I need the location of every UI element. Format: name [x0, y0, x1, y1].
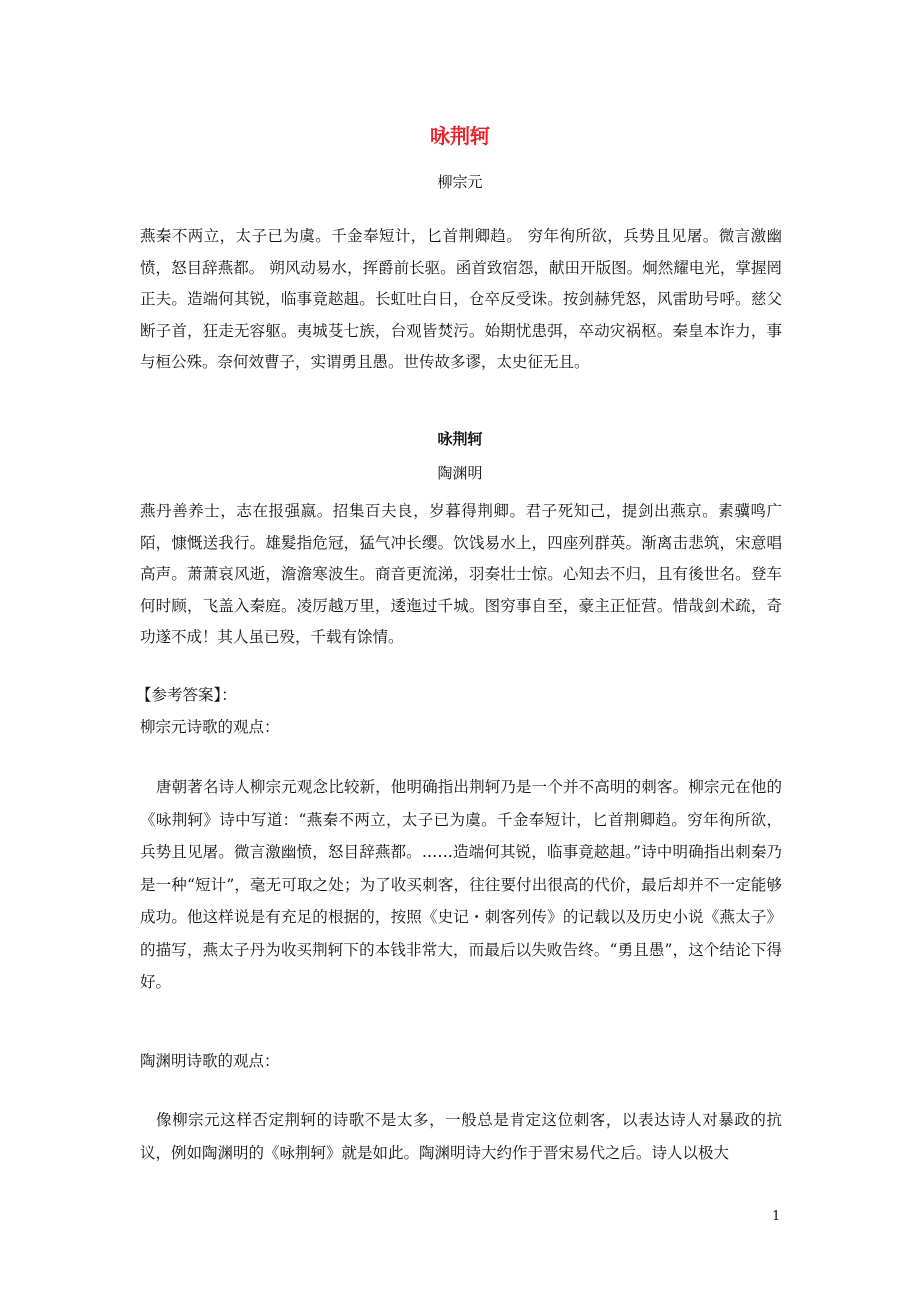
liu-viewpoint-heading: 柳宗元诗歌的观点： [140, 718, 280, 736]
poem2-author: 陶渊明 [437, 464, 483, 482]
poem2-title: 咏荆轲 [437, 430, 483, 448]
poem1-text: 燕秦不两立，太子已为虞。千金奉短计，匕首荆卿趋。 穷年徇所欲，兵势且见屠。微言激幽愤，怒目辞燕都。 朔风动易水，挥爵前长驱。函首致宿怨，献田开版图。炯然耀电光，掌握罔正夫。造端何其锐，临事竟趑趄。长虹吐白日，仓卒反受诛。按剑赫凭怒，风雷助号呼。慈父断子首，狂走无容躯。夷城芟七族，台观皆焚污。始期忧患弭，卒动灾祸枢。秦皇本诈力，事与桓公殊。奈何效曹子，实谓勇且愚。世传故多谬，太史征无且。 [140, 227, 782, 372]
liu-viewpoint-paragraph: 唐朝著名诗人柳宗元观念比较新，他明确指出荆轲乃是一个并不高明的刺客。柳宗元在他的《咏荆轲》诗中写道：“燕秦不两立，太子已为虞。千金奉短计，匕首荆卿趋。穷年徇所欲，兵势且见屠。微言激幽愤，怒目辞燕都。……造端何其锐，临事竟趑趄。”诗中明确指出刺秦乃是一种“短计”，毫无可取之处；为了收买刺客，往往要付出很高的代价，最后却并不一定能够成功。他这样说是有充足的根据的，按照《史记・刺客列传》的记载以及历史小说《燕太子》的描写，燕太子丹为收买荆轲下的本钱非常大，而最后以失败告终。“勇且愚”，这个结论下得好。 [140, 778, 782, 991]
page-number: 1 [772, 1209, 781, 1224]
poem1-title: 咏荆轲 [430, 124, 490, 148]
answer-heading: 【参考答案】： [136, 686, 237, 704]
tao-viewpoint-paragraph: 像柳宗元这样否定荆轲的诗歌不是太多，一般总是肯定这位刺客，以表达诗人对暴政的抗议，例如陶渊明的《咏荆轲》就是如此。陶渊明诗大约作于晋宋易代之后。诗人以极大 [140, 1111, 782, 1162]
tao-viewpoint-heading: 陶渊明诗歌的观点： [140, 1052, 280, 1070]
poem1-author: 柳宗元 [437, 173, 483, 191]
poem2-text: 燕丹善养士，志在报强嬴。招集百夫良，岁暮得荆卿。君子死知己，提剑出燕京。素骥鸣广陌，慷慨送我行。雄髮指危冠，猛气冲长缨。饮饯易水上，四座列群英。渐离击悲筑，宋意唱高声。萧萧哀风逝，澹澹寒波生。商音更流涕，羽奏壮士惊。心知去不归，且有後世名。登车何时顾，飞盖入秦庭。凌厉越万里，逶迤过千城。图穷事自至，豪主正怔营。惜哉剑术疏，奇功遂不成！其人虽已殁，千载有馀情。 [140, 502, 782, 647]
